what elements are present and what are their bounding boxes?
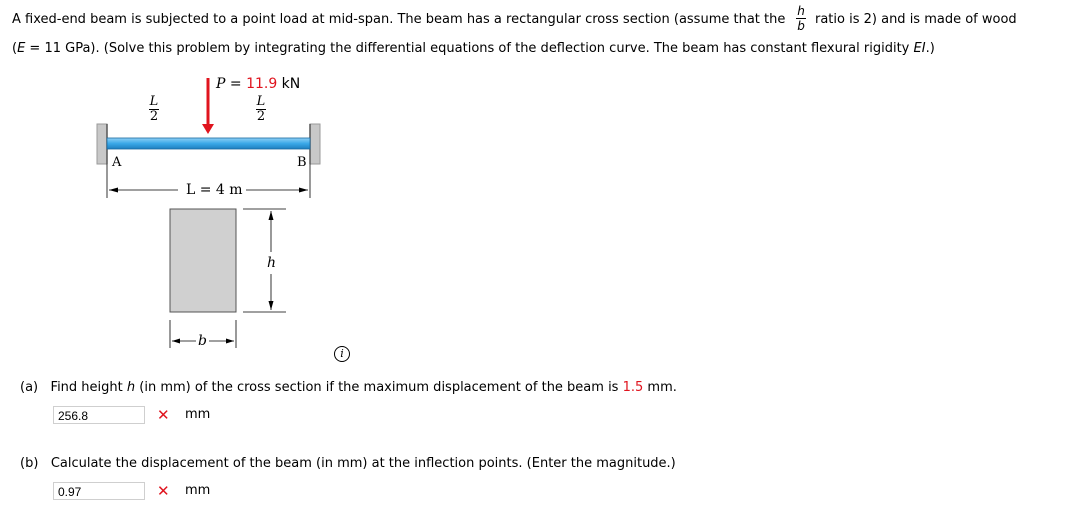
part-a-question: (a) Find height h (in mm) of the cross section if the maximum displacement of the beam is 1.5 mm. bbox=[20, 380, 677, 395]
max-displacement-value: 1.5 bbox=[622, 380, 644, 395]
problem-line-2: (E = 11 GPa). (Solve this problem by integrating the differential equations of the deflection curve. The beam has constant flexural rigidity EI.) bbox=[12, 41, 935, 56]
support-label-a: A bbox=[112, 155, 122, 170]
part-a-incorrect-icon: ✕ bbox=[157, 406, 170, 424]
problem-text-before-ratio: A fixed-end beam is subjected to a point load at mid-span. The beam has a rectangular cross section (assume that the bbox=[12, 12, 786, 27]
ratio-numerator: h bbox=[797, 4, 805, 18]
support-label-b: B bbox=[297, 155, 307, 170]
left-fixed-support bbox=[97, 124, 107, 164]
part-b-answer-input[interactable]: 0.97 bbox=[53, 482, 145, 500]
right-half-span-fraction: L 2 bbox=[256, 94, 266, 124]
span-label: L = 4 m bbox=[186, 182, 243, 198]
cross-section bbox=[170, 209, 236, 312]
load-label: P = 11.9 kN bbox=[216, 76, 301, 92]
load-unit: kN bbox=[277, 76, 301, 92]
flexural-rigidity-symbol: EI bbox=[913, 41, 926, 56]
part-b-label: (b) bbox=[20, 456, 39, 471]
part-b-incorrect-icon: ✕ bbox=[157, 482, 170, 500]
problem-text-after-ratio: ratio is 2) and is made of wood bbox=[815, 12, 1017, 27]
part-b-question: (b) Calculate the displacement of the beam (in mm) at the inflection points. (Enter the magnitude.) bbox=[20, 456, 676, 471]
ratio-denominator: b bbox=[797, 19, 805, 33]
load-arrow-head bbox=[202, 124, 214, 134]
part-a-unit: mm bbox=[185, 407, 211, 422]
load-symbol: P bbox=[216, 76, 226, 92]
right-fixed-support bbox=[310, 124, 320, 164]
part-a-label: (a) bbox=[20, 380, 39, 395]
beam bbox=[107, 138, 310, 149]
part-b-unit: mm bbox=[185, 483, 211, 498]
left-half-span-fraction: L 2 bbox=[149, 94, 159, 124]
load-value: 11.9 bbox=[246, 76, 278, 92]
width-label: b bbox=[198, 333, 207, 349]
height-label: h bbox=[267, 255, 277, 271]
info-icon[interactable]: i bbox=[334, 346, 350, 362]
modulus-symbol: E bbox=[17, 41, 26, 56]
part-a-answer-input[interactable]: 256.8 bbox=[53, 406, 145, 424]
